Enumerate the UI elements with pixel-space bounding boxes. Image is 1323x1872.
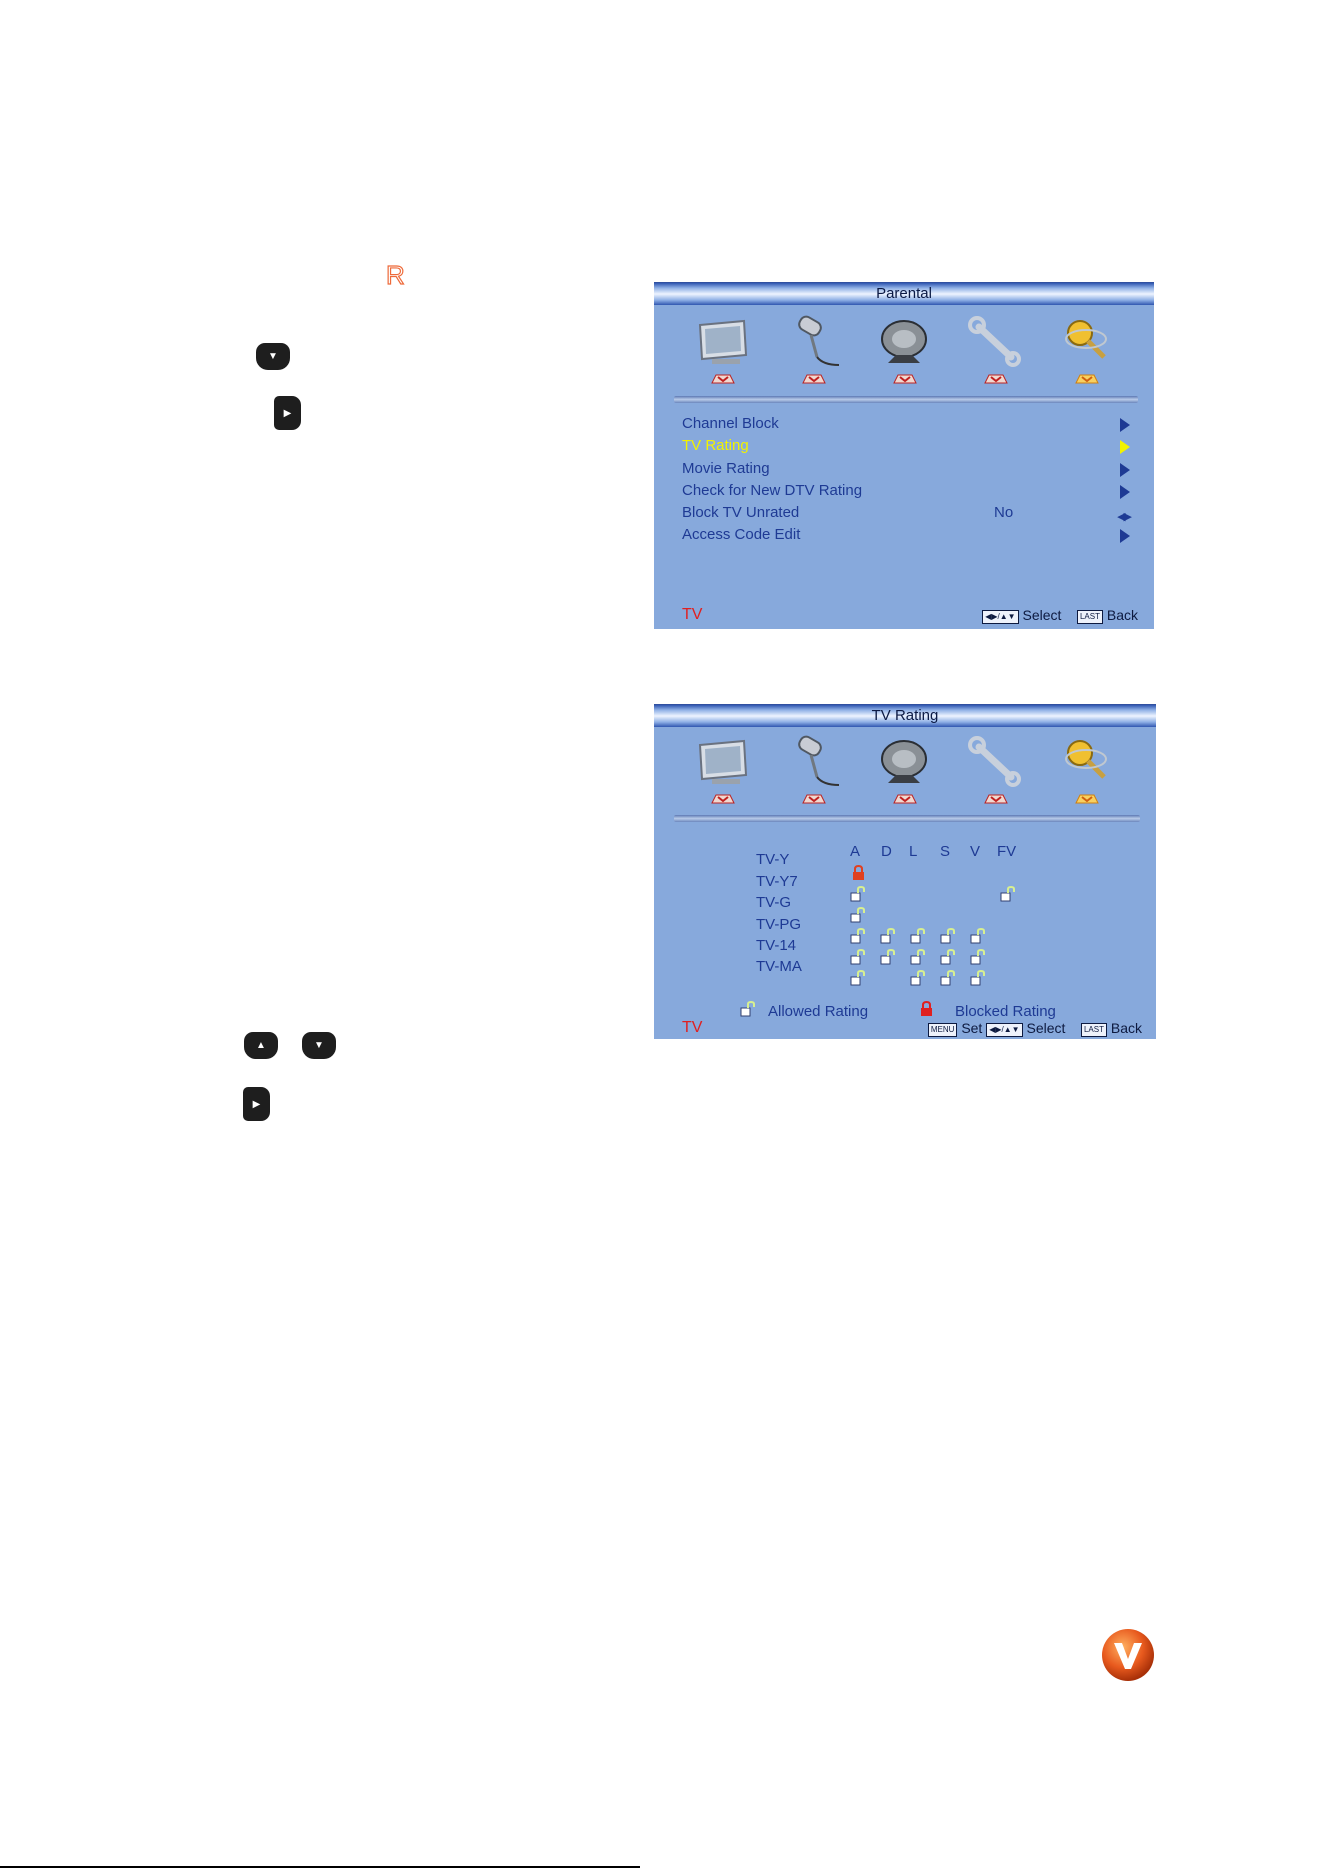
- menu-item-label: Block TV Unrated: [682, 504, 800, 521]
- left-right-arrows-icon: ◀▶: [1117, 511, 1130, 523]
- microphone-icon[interactable]: [779, 313, 849, 388]
- menu-item-label: Movie Rating: [682, 460, 770, 477]
- blocked-rating-label: Blocked Rating: [955, 1003, 1056, 1020]
- allowed-lock-icon[interactable]: [850, 970, 868, 986]
- menu-item-label: Check for New DTV Rating: [682, 482, 863, 499]
- osd-divider: [674, 815, 1140, 822]
- allowed-lock-icon[interactable]: [850, 907, 868, 923]
- rating-column-header: FV: [997, 843, 1017, 860]
- down-button-icon: ▼: [302, 1032, 336, 1059]
- allowed-lock-icon[interactable]: [850, 928, 868, 944]
- allowed-lock-icon[interactable]: [940, 970, 958, 986]
- allowed-lock-icon[interactable]: [880, 928, 898, 944]
- select-hint: Select: [1026, 1020, 1066, 1036]
- arrow-right-icon: [1120, 529, 1130, 543]
- rating-column-header: L: [909, 843, 918, 860]
- parental-menu-screen: [654, 282, 1154, 629]
- rating-column-header: S: [940, 843, 951, 860]
- osd-icon-bar: [684, 313, 1124, 388]
- allowed-lock-icon[interactable]: [940, 928, 958, 944]
- satellite-icon[interactable]: [870, 313, 940, 388]
- arrow-right-icon: [1120, 463, 1130, 477]
- input-source-label: TV: [682, 606, 703, 623]
- rating-row-label: TV-14: [756, 937, 797, 954]
- back-hint: Back: [1106, 607, 1138, 623]
- microphone-icon[interactable]: [779, 733, 849, 808]
- allowed-lock-icon[interactable]: [1000, 886, 1018, 902]
- arrow-keys-icon: ◀▶/▲▼: [986, 1023, 1022, 1037]
- last-key-icon: LAST: [1081, 1023, 1107, 1037]
- allowed-lock-icon[interactable]: [850, 886, 868, 902]
- menu-item-movie-rating[interactable]: [682, 458, 1130, 480]
- osd-footer: [654, 1019, 1156, 1039]
- rating-row-label: TV-Y7: [756, 873, 798, 890]
- allowed-lock-icon[interactable]: [850, 949, 868, 965]
- wrench-icon[interactable]: [961, 313, 1031, 388]
- footer-rule: [0, 1866, 640, 1868]
- rating-column-header: V: [970, 843, 981, 860]
- allowed-lock-icon: [740, 1001, 758, 1017]
- osd-footer: [654, 606, 1154, 628]
- last-key-icon: LAST: [1077, 610, 1103, 624]
- menu-item-tv-rating[interactable]: [682, 435, 1130, 457]
- blocked-lock-icon: [918, 1001, 936, 1017]
- rating-column-header: A: [850, 843, 861, 860]
- menu-item-block-tv-unrated[interactable]: [682, 502, 1130, 524]
- arrow-right-icon: [1120, 418, 1130, 432]
- select-hint: Select: [1022, 607, 1062, 623]
- rating-row-label: TV-PG: [756, 916, 802, 933]
- menu-key-icon: MENU: [928, 1023, 958, 1037]
- osd-divider: [674, 396, 1138, 403]
- menu-item-value: No: [994, 504, 1014, 521]
- wrench-icon[interactable]: [961, 733, 1031, 808]
- osd-title: TV Rating: [654, 705, 1156, 727]
- osd-icon-bar: [684, 733, 1126, 808]
- input-source-label: TV: [682, 1019, 703, 1036]
- rating-column-header: D: [881, 843, 892, 860]
- arrow-right-icon: [1120, 485, 1130, 499]
- key-icon[interactable]: [1052, 733, 1122, 808]
- menu-item-check-new-dtv-rating[interactable]: [682, 480, 1130, 502]
- allowed-lock-icon[interactable]: [910, 949, 928, 965]
- vizio-logo-icon: [1100, 1627, 1156, 1683]
- menu-item-access-code-edit[interactable]: [682, 524, 1130, 546]
- osd-title: Parental: [654, 283, 1154, 305]
- rating-row-label: TV-G: [756, 894, 792, 911]
- allowed-lock-icon[interactable]: [970, 928, 988, 944]
- allowed-lock-icon[interactable]: [910, 970, 928, 986]
- allowed-lock-icon[interactable]: [970, 970, 988, 986]
- allowed-lock-icon[interactable]: [970, 949, 988, 965]
- satellite-icon[interactable]: [870, 733, 940, 808]
- arrow-keys-icon: ◀▶/▲▼: [982, 610, 1018, 624]
- rating-row-label: TV-Y: [756, 851, 790, 868]
- set-hint: Set: [961, 1020, 983, 1036]
- allowed-lock-icon[interactable]: [910, 928, 928, 944]
- allowed-rating-label: Allowed Rating: [768, 1003, 869, 1020]
- monitor-icon[interactable]: [688, 733, 758, 808]
- down-button-icon: ▼: [256, 343, 290, 370]
- menu-item-label: Access Code Edit: [682, 526, 801, 543]
- brand-mark: R: [386, 260, 405, 290]
- arrow-right-icon: [1120, 440, 1130, 454]
- monitor-icon[interactable]: [688, 313, 758, 388]
- tv-rating-screen: [654, 704, 1156, 1039]
- right-button-icon: ▶: [243, 1087, 270, 1121]
- allowed-lock-icon[interactable]: [880, 949, 898, 965]
- back-hint: Back: [1110, 1020, 1142, 1036]
- menu-item-channel-block[interactable]: [682, 413, 1130, 435]
- menu-item-label: Channel Block: [682, 415, 779, 432]
- key-icon[interactable]: [1052, 313, 1122, 388]
- blocked-lock-icon[interactable]: [850, 865, 868, 881]
- menu-item-label: TV Rating: [682, 437, 749, 454]
- right-button-icon: ▶: [274, 396, 301, 430]
- rating-row-label: TV-MA: [756, 958, 802, 975]
- allowed-lock-icon[interactable]: [940, 949, 958, 965]
- up-button-icon: ▲: [244, 1032, 278, 1059]
